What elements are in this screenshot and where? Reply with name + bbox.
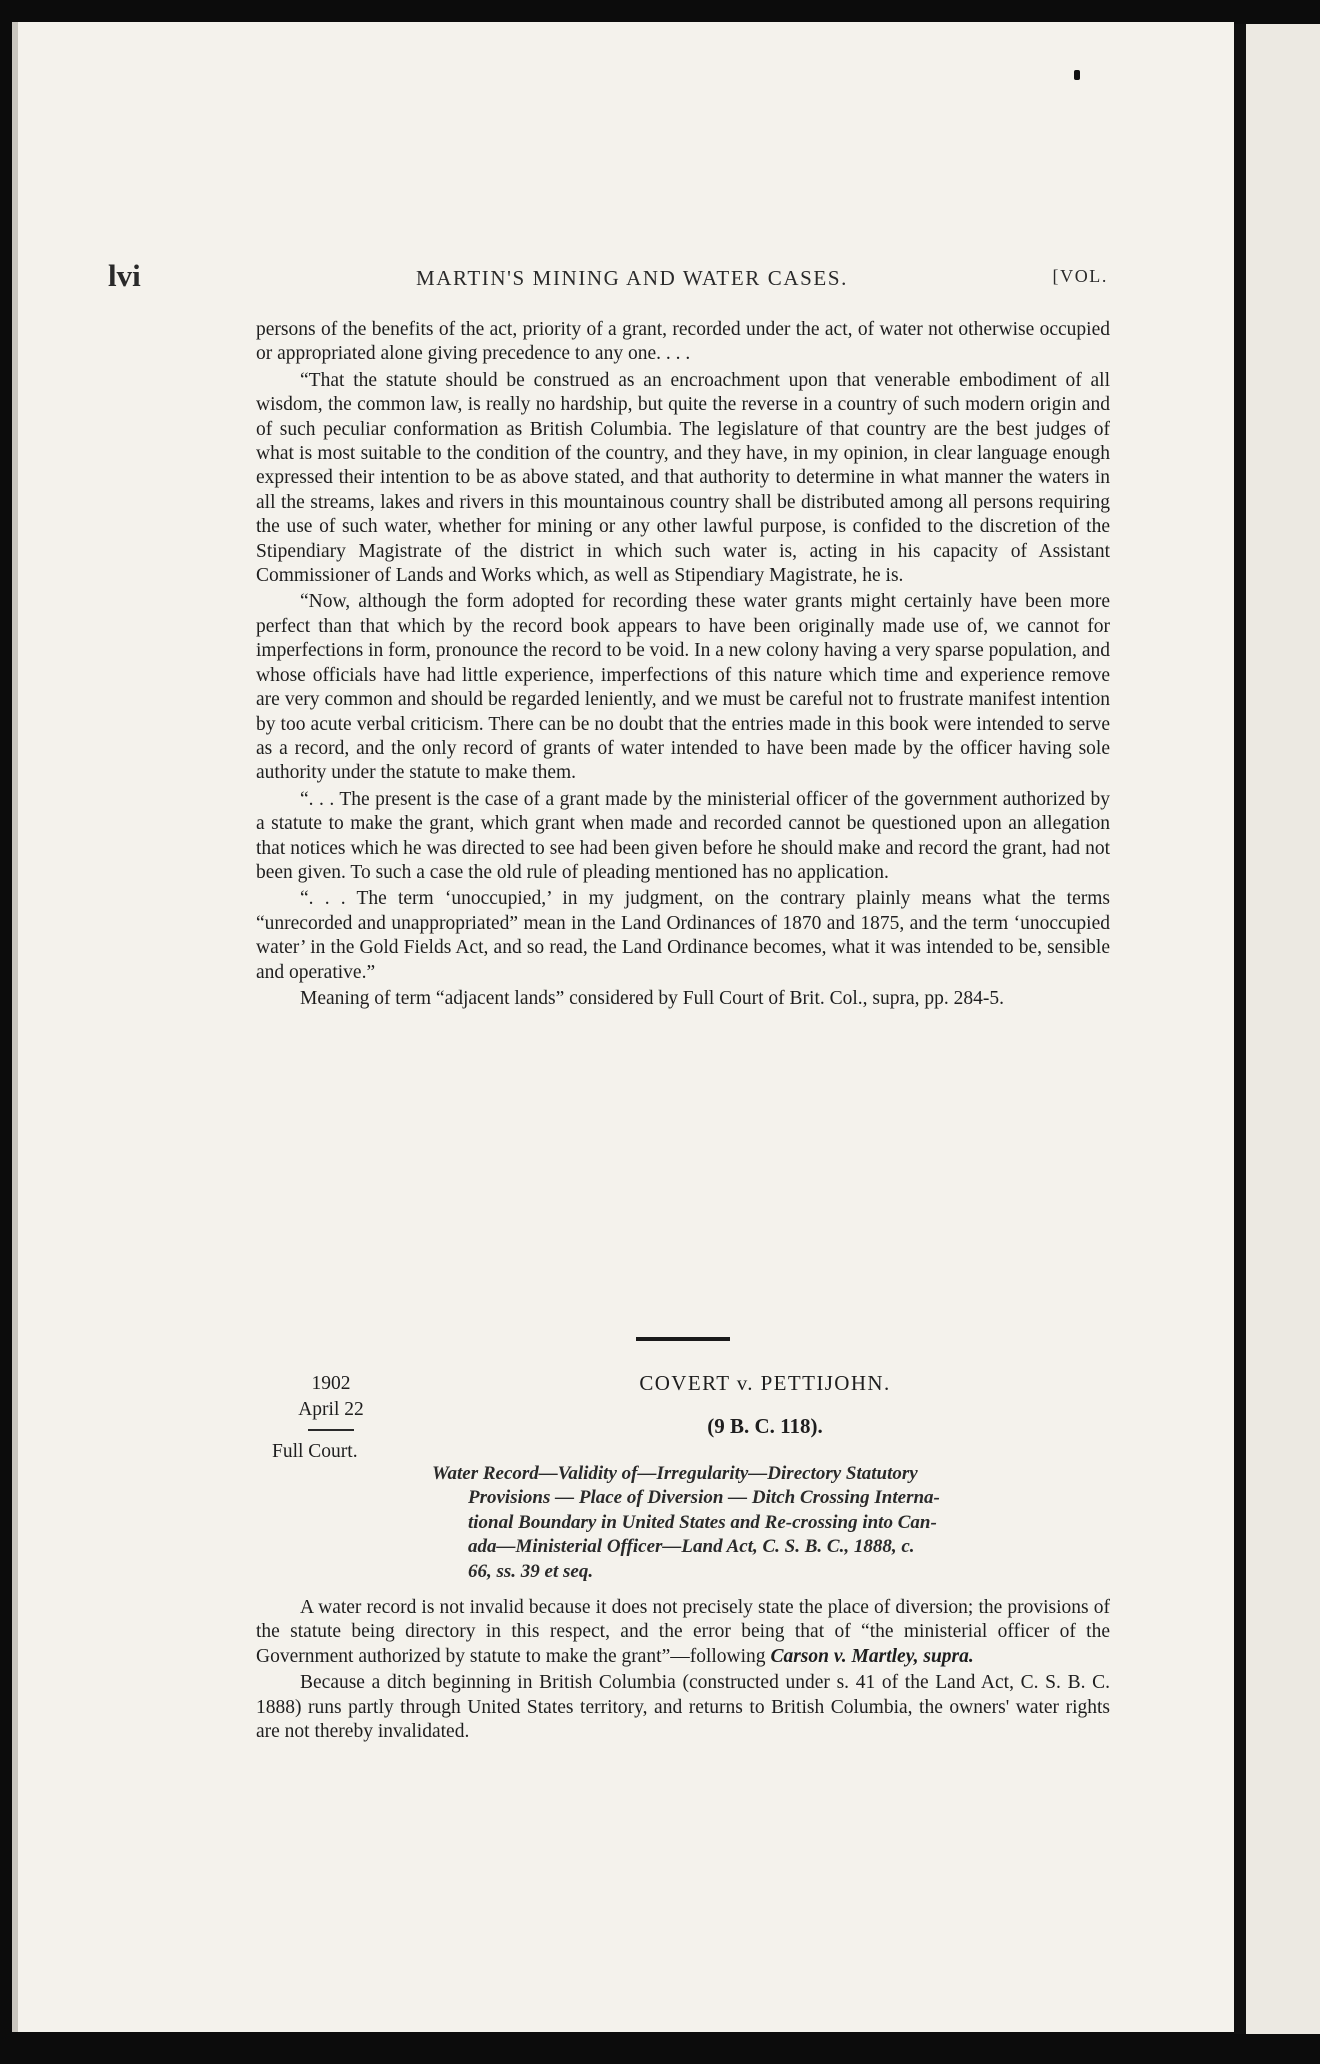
margin-note	[256, 1371, 406, 1465]
running-title: MARTIN'S MINING AND WATER CASES.	[416, 266, 848, 290]
sidenote-date: April 22	[298, 1399, 364, 1420]
syllabus	[256, 1596, 1110, 1746]
case-title: COVERT v. PETTIJOHN.	[639, 1371, 891, 1395]
page-folio: lvi	[108, 258, 141, 293]
syllabus-paragraph	[256, 1596, 1110, 1669]
headnote-line: tional Boundary in United States and Re-crossing into Can-	[468, 1511, 937, 1533]
paragraph: Meaning of term “adjacent lands” considered by Full Court of Brit. Col., supra, pp. 284-5.	[300, 987, 1005, 1009]
volume-label: [VOL.	[1052, 266, 1108, 286]
sidenote-court: Full Court.	[272, 1441, 358, 1462]
paragraph: “. . . The present is the case of a grant made by the ministerial officer of the government authorized by a statute to make the grant, which grant when made and recorded cannot be questioned upon an allegation that notices which he was directed to see had been given before he should make and record the grant, had not been given. To such a case the old rule of pleading mentioned has no application.	[256, 788, 1110, 883]
paragraph: persons of the benefits of the act, priority of a grant, recorded under the act, of water not otherwise occupied or appropriated alone giving precedence to any one. . . .	[256, 319, 1110, 365]
headnote-line: ada—Ministerial Officer—Land Act, C. S. B. C., 1888, c.	[468, 1536, 915, 1558]
body-text	[256, 318, 1110, 1013]
headnote-line: 66, ss. 39 et seq.	[468, 1560, 594, 1582]
running-header	[108, 258, 1108, 298]
sidenote-divider	[308, 1429, 354, 1431]
headnote	[432, 1462, 1112, 1584]
syllabus-text: A water record is not invalid because it does not precisely state the place of diversion; the provisions of the statute being directory in this respect, and the error being that of “the ministerial officer of the Government authorized by statute to make the grant”—following	[256, 1597, 1110, 1667]
section-rule	[636, 1337, 730, 1341]
syllabus-paragraph: Because a ditch beginning in British Columbia (constructed under s. 41 of the Land Act, C. S. B. C. 1888) runs partly through United States territory, and returns to British Columbia, the owners' water rights are not thereby invalidated.	[256, 1672, 1110, 1743]
headnote-line: Provisions — Place of Diversion — Ditch Crossing Interna-	[468, 1487, 940, 1509]
paragraph: “Now, although the form adopted for recording these water grants might certainly have been more perfect than that which by the record book appears to have been originally made use of, we cannot for imperfections in form, pronounce the record to be void. In a new colony having a very sparse population, and whose officials have had little experience, imperfections of this nature which time and experience remove are very common and should be regarded leniently, and we must be careful not to frustrate manifest intention by too acute verbal criticism. There can be no doubt that the entries made in this book were intended to serve as a record, and the only record of grants of water intended to have been made by the officer having sole authority under the statute to make them.	[256, 591, 1110, 784]
paragraph: “That the statute should be construed as an encroachment upon that venerable embodiment of all wisdom, the common law, is really no hardship, but quite the reverse in a country of such modern origin and of such peculiar conformation as British Columbia. The legislature of that country are the best judges of what is most suitable to the condition of the country, and they have, in my opinion, in clear language enough expressed their intention to be as above stated, and that authority to determine in what manner the waters in all the streams, lakes and rivers in this mountainous country shall be distributed among all persons requiring the use of such water, whether for mining or any other lawful purpose, is confided to the discretion of the Stipendiary Magistrate of the district in which such water is, acting in his capacity of Assistant Commissioner of Lands and Works which, as well as Stipendiary Magistrate, he is.	[256, 369, 1110, 587]
ink-mark	[1074, 70, 1080, 80]
cited-case: Carson v. Martley, supra.	[770, 1645, 974, 1667]
page-edge	[12, 22, 18, 2032]
headnote-line: Water Record—Validity of—Irregularity—Directory Statutory	[432, 1463, 918, 1484]
adjacent-page-strip	[1234, 24, 1320, 2034]
paragraph: “. . . The term ‘unoccupied,’ in my judgment, on the contrary plainly means what the terms “unrecorded and unappropriated” mean in the Land Ordinances of 1870 and 1875, and the term ‘unoccupied water’ in the Gold Fields Act, and so read, the Land Ordinance becomes, what it was intended to be, sensible and operative.”	[256, 888, 1110, 983]
sidenote-year: 1902	[311, 1373, 351, 1394]
case-citation: (9 B. C. 118).	[707, 1414, 823, 1438]
